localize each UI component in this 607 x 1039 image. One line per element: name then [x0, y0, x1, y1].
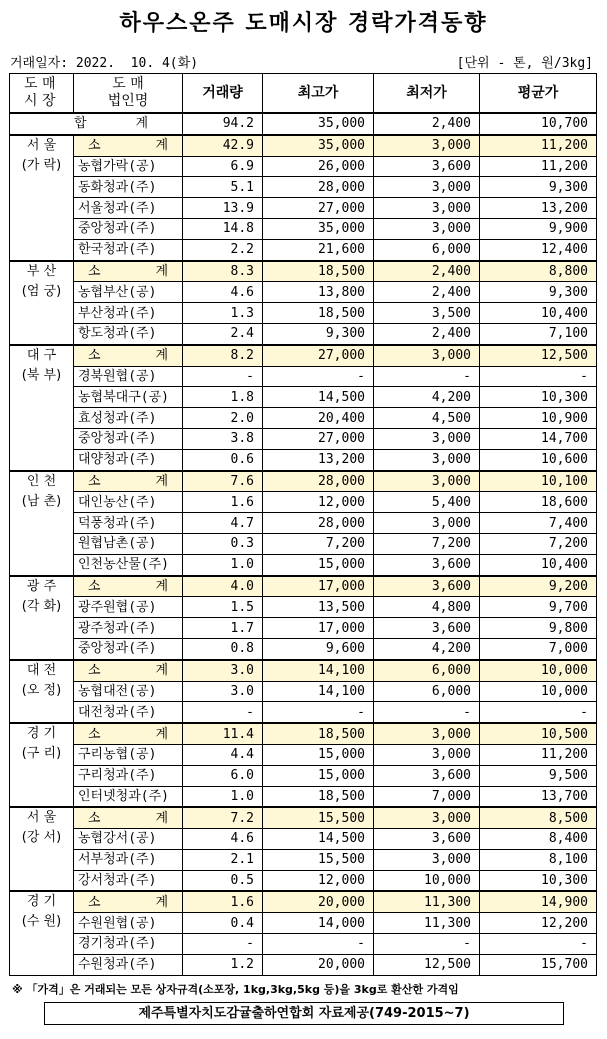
market-district: (수 원)	[21, 914, 62, 930]
table-row	[10, 387, 597, 408]
cell-max: 13,200	[263, 449, 374, 470]
cell-volume: 0.5	[183, 870, 263, 891]
cell-volume: 0.8	[183, 638, 263, 659]
cell-avg: 10,400	[480, 554, 597, 575]
cell-avg: 15,700	[480, 954, 597, 975]
cell-min: 4,200	[374, 638, 480, 659]
cell-min: 2,400	[374, 282, 480, 303]
cell-max: 21,600	[263, 239, 374, 260]
cell-volume: 1.5	[183, 597, 263, 618]
cell-avg: 10,000	[480, 681, 597, 702]
cell-min: -	[374, 702, 480, 723]
table-row	[10, 366, 597, 387]
subtotal-min: 2,400	[374, 261, 480, 282]
subtotal-avg: 10,000	[480, 660, 597, 681]
corporation-name: 중앙청과(주)	[74, 428, 183, 449]
market-district: (강 서)	[21, 830, 62, 846]
cell-avg: 18,600	[480, 492, 597, 513]
cell-volume: -	[183, 934, 263, 955]
subtotal-max: 17,000	[263, 576, 374, 597]
cell-min: 6,000	[374, 681, 480, 702]
subtotal-max: 14,100	[263, 660, 374, 681]
cell-min: 3,000	[374, 218, 480, 239]
cell-volume: 14.8	[183, 218, 263, 239]
subtotal-volume: 8.3	[183, 261, 263, 282]
market-district: (북 부)	[21, 367, 62, 383]
subtotal-max: 18,500	[263, 723, 374, 744]
cell-volume: 1.0	[183, 786, 263, 807]
table-row	[10, 303, 597, 324]
market-district: (구 리)	[21, 746, 62, 762]
subtotal-row	[10, 576, 597, 597]
subtotal-avg: 14,900	[480, 891, 597, 912]
table-row	[10, 849, 597, 870]
subtotal-max: 15,500	[263, 807, 374, 828]
cell-min: 4,200	[374, 387, 480, 408]
cell-max: 20,000	[263, 954, 374, 975]
subtotal-label: 소 계	[74, 576, 183, 597]
table-row	[10, 428, 597, 449]
corporation-name: 구리농협(공)	[74, 744, 183, 765]
cell-min: 7,000	[374, 786, 480, 807]
cell-max: 20,400	[263, 408, 374, 429]
subtotal-avg: 9,200	[480, 576, 597, 597]
subtotal-volume: 7.2	[183, 807, 263, 828]
market-name	[10, 471, 74, 576]
cell-max: -	[263, 934, 374, 955]
cell-avg: 12,400	[480, 239, 597, 260]
cell-avg: 11,200	[480, 744, 597, 765]
cell-volume: 5.1	[183, 177, 263, 198]
market-name	[10, 345, 74, 471]
cell-avg: 13,700	[480, 786, 597, 807]
table-row	[10, 786, 597, 807]
subtotal-row	[10, 345, 597, 366]
cell-volume: 4.4	[183, 744, 263, 765]
cell-max: 15,000	[263, 554, 374, 575]
subtotal-volume: 8.2	[183, 345, 263, 366]
market-name	[10, 891, 74, 975]
corporation-name: 농협대전(공)	[74, 681, 183, 702]
cell-volume: 1.0	[183, 554, 263, 575]
table-row	[10, 744, 597, 765]
subtotal-min: 3,000	[374, 345, 480, 366]
cell-avg: 7,100	[480, 323, 597, 344]
cell-avg: 9,700	[480, 597, 597, 618]
cell-volume: 1.8	[183, 387, 263, 408]
corporation-name: 수원원협(공)	[74, 913, 183, 934]
trade-date: 거래일자: 2022. 10. 4(화)	[10, 56, 199, 71]
cell-max: 15,000	[263, 744, 374, 765]
cell-volume: 1.3	[183, 303, 263, 324]
corporation-name: 경기청과(주)	[74, 934, 183, 955]
cell-min: 3,000	[374, 428, 480, 449]
cell-volume: 6.0	[183, 765, 263, 786]
cell-max: -	[263, 702, 374, 723]
subtotal-row	[10, 261, 597, 282]
corporation-name: 광주원협(공)	[74, 597, 183, 618]
subtotal-avg: 12,500	[480, 345, 597, 366]
cell-min: 3,500	[374, 303, 480, 324]
subtotal-row	[10, 135, 597, 156]
subtotal-label: 소 계	[74, 135, 183, 156]
total-row	[10, 113, 597, 135]
subtotal-min: 3,000	[374, 723, 480, 744]
cell-max: 7,200	[263, 533, 374, 554]
corporation-name: 구리청과(주)	[74, 765, 183, 786]
market-city: 서 울	[26, 137, 57, 153]
subtotal-min: 3,600	[374, 576, 480, 597]
corporation-name: 대인농산(주)	[74, 492, 183, 513]
market-district: (각 화)	[21, 598, 62, 614]
market-name	[10, 807, 74, 891]
market-district: (엄 궁)	[21, 283, 62, 299]
market-city: 서 울	[26, 810, 57, 826]
subtotal-label: 소 계	[74, 261, 183, 282]
cell-max: 15,000	[263, 765, 374, 786]
subtotal-label: 소 계	[74, 807, 183, 828]
subtotal-label: 소 계	[74, 471, 183, 492]
cell-avg: 9,300	[480, 177, 597, 198]
header-volume: 거래량	[183, 74, 263, 114]
cell-volume: 13.9	[183, 198, 263, 219]
cell-volume: 3.8	[183, 428, 263, 449]
corporation-name: 인터넷청과(주)	[74, 786, 183, 807]
cell-min: 3,600	[374, 765, 480, 786]
table-row	[10, 954, 597, 975]
cell-avg: 10,300	[480, 387, 597, 408]
cell-avg: 9,500	[480, 765, 597, 786]
corporation-name: 광주청과(주)	[74, 618, 183, 639]
cell-max: 13,800	[263, 282, 374, 303]
corporation-name: 서부청과(주)	[74, 849, 183, 870]
cell-min: 4,800	[374, 597, 480, 618]
table-row	[10, 323, 597, 344]
corporation-name: 경북원협(공)	[74, 366, 183, 387]
subtotal-min: 3,000	[374, 471, 480, 492]
table-row	[10, 408, 597, 429]
cell-max: 27,000	[263, 198, 374, 219]
cell-avg: 10,300	[480, 870, 597, 891]
cell-volume: 2.2	[183, 239, 263, 260]
cell-min: 3,000	[374, 198, 480, 219]
cell-max: 12,000	[263, 492, 374, 513]
market-name	[10, 723, 74, 807]
cell-avg: 10,900	[480, 408, 597, 429]
subtotal-avg: 10,500	[480, 723, 597, 744]
table-row	[10, 618, 597, 639]
table-row	[10, 239, 597, 260]
cell-max: 15,500	[263, 849, 374, 870]
cell-min: 3,600	[374, 554, 480, 575]
subtotal-min: 3,000	[374, 135, 480, 156]
cell-volume: -	[183, 366, 263, 387]
header-min-price: 최저가	[374, 74, 480, 114]
cell-avg: 10,400	[480, 303, 597, 324]
cell-volume: 6.9	[183, 156, 263, 177]
cell-volume: 3.0	[183, 681, 263, 702]
subtotal-label: 소 계	[74, 723, 183, 744]
cell-max: 28,000	[263, 177, 374, 198]
total-avg: 10,700	[480, 113, 597, 135]
cell-avg: -	[480, 934, 597, 955]
cell-max: 9,300	[263, 323, 374, 344]
cell-min: 3,000	[374, 177, 480, 198]
cell-min: 3,600	[374, 156, 480, 177]
corporation-name: 강서청과(주)	[74, 870, 183, 891]
subtotal-volume: 4.0	[183, 576, 263, 597]
market-city: 경 기	[26, 726, 57, 742]
table-row	[10, 597, 597, 618]
cell-avg: 7,400	[480, 513, 597, 534]
corporation-name: 효성청과(주)	[74, 408, 183, 429]
cell-volume: 4.6	[183, 282, 263, 303]
subtotal-max: 27,000	[263, 345, 374, 366]
corporation-name: 대전청과(주)	[74, 702, 183, 723]
cell-max: 14,000	[263, 913, 374, 934]
market-name	[10, 576, 74, 660]
cell-max: 18,500	[263, 303, 374, 324]
cell-min: 3,600	[374, 829, 480, 850]
cell-volume: 1.7	[183, 618, 263, 639]
subtotal-avg: 8,800	[480, 261, 597, 282]
corporation-name: 원협남촌(공)	[74, 533, 183, 554]
corporation-name: 농협강서(공)	[74, 829, 183, 850]
table-row	[10, 449, 597, 470]
corporation-name: 덕풍청과(주)	[74, 513, 183, 534]
table-row	[10, 870, 597, 891]
subtotal-min: 11,300	[374, 891, 480, 912]
corporation-name: 대양청과(주)	[74, 449, 183, 470]
header-market: 도 매 시 장	[10, 74, 74, 114]
cell-max: 14,500	[263, 829, 374, 850]
cell-min: 3,000	[374, 449, 480, 470]
table-row	[10, 492, 597, 513]
cell-avg: 9,800	[480, 618, 597, 639]
source-credit: 제주특별자치도감귤출하연합회 자료제공(749-2015~7)	[44, 1002, 564, 1025]
subtotal-label: 소 계	[74, 345, 183, 366]
table-row	[10, 934, 597, 955]
table-row	[10, 282, 597, 303]
table-row	[10, 156, 597, 177]
table-header-row	[10, 74, 597, 114]
subtotal-avg: 10,100	[480, 471, 597, 492]
subtotal-avg: 8,500	[480, 807, 597, 828]
cell-max: 14,500	[263, 387, 374, 408]
unit-label: [단위 - 톤, 원/3kg]	[456, 56, 593, 71]
corporation-name: 중앙청과(주)	[74, 638, 183, 659]
header-max-price: 최고가	[263, 74, 374, 114]
table-row	[10, 533, 597, 554]
cell-max: 35,000	[263, 218, 374, 239]
market-city: 광 주	[26, 578, 57, 594]
table-row	[10, 765, 597, 786]
corporation-name: 항도청과(주)	[74, 323, 183, 344]
cell-min: 5,400	[374, 492, 480, 513]
cell-max: -	[263, 366, 374, 387]
price-note: ※ 「가격」은 거래되는 모든 상자규격(소포장, 1kg,3kg,5kg 등)을 3kg로 환산한 가격임	[12, 983, 459, 996]
total-min: 2,400	[374, 113, 480, 135]
cell-avg: 7,200	[480, 533, 597, 554]
cell-volume: 2.1	[183, 849, 263, 870]
cell-volume: 0.6	[183, 449, 263, 470]
cell-min: 2,400	[374, 323, 480, 344]
subtotal-min: 6,000	[374, 660, 480, 681]
cell-min: 3,000	[374, 513, 480, 534]
cell-max: 28,000	[263, 513, 374, 534]
page-title: 하우스온주 도매시장 경락가격동향	[119, 11, 488, 36]
cell-max: 9,600	[263, 638, 374, 659]
cell-min: -	[374, 366, 480, 387]
cell-volume: 1.6	[183, 492, 263, 513]
corporation-name: 인천농산물(주)	[74, 554, 183, 575]
cell-avg: 11,200	[480, 156, 597, 177]
cell-min: -	[374, 934, 480, 955]
cell-avg: 10,600	[480, 449, 597, 470]
market-city: 대 전	[26, 662, 57, 678]
cell-volume: 0.4	[183, 913, 263, 934]
cell-volume: 2.0	[183, 408, 263, 429]
market-name	[10, 660, 74, 723]
cell-min: 3,600	[374, 618, 480, 639]
corporation-name: 한국청과(주)	[74, 239, 183, 260]
table-row	[10, 913, 597, 934]
cell-volume: 4.7	[183, 513, 263, 534]
header-avg-price: 평균가	[480, 74, 597, 114]
cell-avg: 12,200	[480, 913, 597, 934]
cell-volume: 0.3	[183, 533, 263, 554]
market-city: 인 천	[26, 473, 57, 489]
corporation-name: 수원청과(주)	[74, 954, 183, 975]
cell-avg: -	[480, 702, 597, 723]
cell-volume: 2.4	[183, 323, 263, 344]
subtotal-row	[10, 471, 597, 492]
cell-max: 18,500	[263, 786, 374, 807]
subtotal-label: 소 계	[74, 660, 183, 681]
table-row	[10, 177, 597, 198]
corporation-name: 중앙청과(주)	[74, 218, 183, 239]
cell-avg: -	[480, 366, 597, 387]
subtotal-volume: 42.9	[183, 135, 263, 156]
market-name	[10, 135, 74, 261]
market-district: (오 정)	[21, 682, 62, 698]
cell-avg: 7,000	[480, 638, 597, 659]
market-district: (남 촌)	[21, 493, 62, 509]
market-district: (가 락)	[21, 157, 62, 173]
cell-min: 11,300	[374, 913, 480, 934]
subtotal-volume: 11.4	[183, 723, 263, 744]
cell-max: 27,000	[263, 428, 374, 449]
subtotal-label: 소 계	[74, 891, 183, 912]
cell-min: 7,200	[374, 533, 480, 554]
table-row	[10, 681, 597, 702]
corporation-name: 농협부산(공)	[74, 282, 183, 303]
subtotal-volume: 3.0	[183, 660, 263, 681]
market-city: 대 구	[26, 347, 57, 363]
subtotal-max: 18,500	[263, 261, 374, 282]
cell-avg: 9,300	[480, 282, 597, 303]
total-label: 합 계	[10, 113, 183, 135]
cell-avg: 14,700	[480, 428, 597, 449]
cell-max: 17,000	[263, 618, 374, 639]
total-volume: 94.2	[183, 113, 263, 135]
cell-avg: 8,100	[480, 849, 597, 870]
subtotal-row	[10, 723, 597, 744]
subtotal-max: 28,000	[263, 471, 374, 492]
header-corporation: 도 매 법인명	[74, 74, 183, 114]
cell-avg: 9,900	[480, 218, 597, 239]
cell-min: 4,500	[374, 408, 480, 429]
subtotal-row	[10, 891, 597, 912]
cell-max: 26,000	[263, 156, 374, 177]
subtotal-max: 20,000	[263, 891, 374, 912]
cell-max: 12,000	[263, 870, 374, 891]
cell-volume: 4.6	[183, 829, 263, 850]
table-row	[10, 198, 597, 219]
subtotal-volume: 1.6	[183, 891, 263, 912]
table-row	[10, 702, 597, 723]
subtotal-min: 3,000	[374, 807, 480, 828]
auction-price-table	[9, 73, 597, 976]
subtotal-row	[10, 660, 597, 681]
corporation-name: 농협가락(공)	[74, 156, 183, 177]
table-row	[10, 554, 597, 575]
cell-avg: 13,200	[480, 198, 597, 219]
corporation-name: 동화청과(주)	[74, 177, 183, 198]
cell-min: 6,000	[374, 239, 480, 260]
table-row	[10, 218, 597, 239]
cell-max: 14,100	[263, 681, 374, 702]
corporation-name: 서울청과(주)	[74, 198, 183, 219]
table-row	[10, 829, 597, 850]
market-city: 부 산	[26, 263, 57, 279]
cell-avg: 8,400	[480, 829, 597, 850]
subtotal-row	[10, 807, 597, 828]
cell-max: 13,500	[263, 597, 374, 618]
cell-min: 10,000	[374, 870, 480, 891]
cell-min: 12,500	[374, 954, 480, 975]
corporation-name: 부산청과(주)	[74, 303, 183, 324]
subtotal-avg: 11,200	[480, 135, 597, 156]
subtotal-max: 35,000	[263, 135, 374, 156]
market-name	[10, 261, 74, 345]
table-row	[10, 638, 597, 659]
cell-volume: -	[183, 702, 263, 723]
corporation-name: 농협북대구(공)	[74, 387, 183, 408]
subtotal-volume: 7.6	[183, 471, 263, 492]
total-max: 35,000	[263, 113, 374, 135]
table-body	[10, 113, 597, 975]
cell-min: 3,000	[374, 849, 480, 870]
cell-min: 3,000	[374, 744, 480, 765]
table-row	[10, 513, 597, 534]
cell-volume: 1.2	[183, 954, 263, 975]
market-city: 경 기	[26, 894, 57, 910]
